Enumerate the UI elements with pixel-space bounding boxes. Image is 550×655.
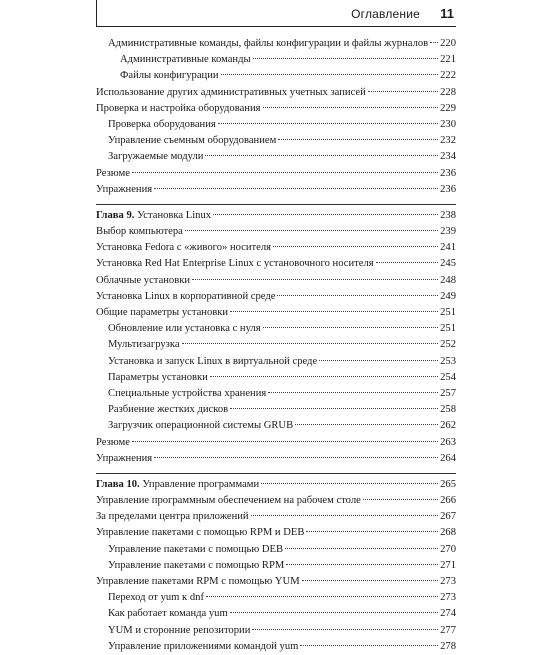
toc-chapter-entry[interactable]: [96, 477, 456, 493]
dot-leader: [376, 262, 438, 263]
toc-entry[interactable]: [96, 337, 456, 353]
toc-entry[interactable]: [96, 590, 456, 606]
toc-entry-page: 257: [440, 387, 456, 399]
chapter-title: Установка Linux: [137, 209, 212, 221]
dot-leader: [430, 42, 438, 43]
dot-leader: [132, 441, 438, 442]
chapter-separator: [96, 473, 456, 474]
toc-entry-page: 263: [440, 436, 456, 448]
toc-entry-title: Административные команды: [120, 54, 251, 66]
toc-entry-title: Параметры установки: [108, 371, 208, 383]
toc-entry-page: 241: [440, 242, 456, 254]
toc-chapter-entry[interactable]: [96, 208, 456, 224]
toc-entry-title: За пределами центра приложений: [96, 511, 249, 523]
toc-block: [96, 36, 456, 198]
toc-entry-title: Резюме: [96, 436, 130, 448]
toc-entry[interactable]: [96, 101, 456, 117]
toc-entry[interactable]: [96, 321, 456, 337]
toc-entry-title: Резюме: [96, 167, 130, 179]
dot-leader: [263, 107, 439, 108]
dot-leader: [230, 408, 438, 409]
toc-entry[interactable]: [96, 623, 456, 639]
toc-entry-page: 249: [440, 290, 456, 302]
dot-leader: [192, 279, 438, 280]
page-number: 11: [440, 6, 454, 21]
toc-entry-title: [96, 477, 259, 493]
dot-leader: [206, 596, 438, 597]
toc-entry-title: Управление съемным оборудованием: [108, 135, 277, 147]
toc-entry-page: 222: [440, 70, 456, 82]
toc-entry-title: Управление приложениями командой yum: [108, 640, 299, 652]
dot-leader: [221, 74, 439, 75]
toc-block: [96, 477, 456, 655]
toc-entry-page: 253: [440, 355, 456, 367]
toc-entry[interactable]: [96, 117, 456, 133]
toc-entry-title: Выбор компьютера: [96, 226, 183, 238]
toc-entry-page: 221: [440, 54, 456, 66]
toc-entry-title: Мультизагрузка: [108, 339, 180, 351]
dot-leader: [295, 424, 438, 425]
toc-entry-page: 274: [440, 608, 456, 620]
dot-leader: [363, 499, 438, 500]
toc-entry-title: Упражнения: [96, 183, 153, 195]
toc-entry-page: 229: [440, 102, 456, 114]
dot-leader: [302, 580, 438, 581]
chapter-label: Глава 9.: [96, 209, 135, 221]
dot-leader: [368, 91, 438, 92]
toc-entry-title: Установка Linux в корпоративной среде: [96, 290, 276, 302]
toc-entry[interactable]: [96, 133, 456, 149]
dot-leader: [286, 564, 438, 565]
toc-entry[interactable]: [96, 85, 456, 101]
toc-entry[interactable]: [96, 370, 456, 386]
toc-entry-title: Переход от yum к dnf: [108, 592, 204, 604]
dot-leader: [263, 327, 439, 328]
toc-entry[interactable]: [96, 558, 456, 574]
toc-entry-page: 254: [440, 371, 456, 383]
dot-leader: [273, 246, 438, 247]
dot-leader: [252, 629, 438, 630]
toc-entry[interactable]: [96, 149, 456, 165]
toc-entry-title: Файлы конфигурации: [120, 70, 219, 82]
toc-entry-title: Управление пакетами с помощью RPM: [108, 559, 285, 571]
chapter-label: Глава 10.: [96, 478, 140, 490]
toc-entry-page: 245: [440, 258, 456, 270]
dot-leader: [132, 172, 438, 173]
dot-leader: [319, 360, 438, 361]
toc-entry-title: Установка и запуск Linux в виртуальной среде: [108, 355, 318, 367]
dot-leader: [253, 58, 439, 59]
header-horizontal-rule: [96, 26, 456, 27]
toc-entry-title: Как работает команда yum: [108, 608, 228, 620]
toc-entry-page: 236: [440, 183, 456, 195]
toc-entry-page: 277: [440, 624, 456, 636]
toc-entry-page: 236: [440, 167, 456, 179]
dot-leader: [154, 188, 438, 189]
running-title: Оглавление: [351, 7, 420, 21]
toc-entry[interactable]: [96, 386, 456, 402]
toc-entry-title: Административные команды, файлы конфигурации и файлы журналов: [108, 38, 429, 49]
toc-entry[interactable]: [96, 451, 456, 467]
dot-leader: [218, 123, 438, 124]
dot-leader: [277, 295, 438, 296]
toc-entry[interactable]: [96, 402, 456, 418]
toc-entry[interactable]: [96, 273, 456, 289]
toc-entry-title: Управление пакетами RPM с помощью YUM: [96, 576, 300, 587]
toc-entry-page: 220: [440, 38, 456, 49]
toc-entry-title: Проверка и настройка оборудования: [96, 102, 261, 114]
toc-entry-page: 251: [440, 323, 456, 335]
dot-leader: [230, 311, 438, 312]
toc-entry[interactable]: [96, 418, 456, 434]
toc-entry-page: 278: [440, 640, 456, 652]
toc-entry-title: Загрузчик операционной системы GRUB: [108, 420, 294, 432]
toc-entry-title: Управление пакетами с помощью DEB: [108, 543, 284, 555]
toc-entry-title: Управление программным обеспечением на рабочем столе: [96, 495, 361, 507]
dot-leader: [213, 214, 438, 215]
toc-entry[interactable]: [96, 606, 456, 622]
toc-entry-page: 232: [440, 135, 456, 147]
toc-entry-page: 258: [440, 404, 456, 416]
toc-entry-page: 230: [440, 118, 456, 130]
toc-entry[interactable]: [96, 224, 456, 240]
toc-entry-page: 268: [440, 527, 456, 539]
toc-entry-page: 267: [440, 511, 456, 523]
dot-leader: [261, 483, 438, 484]
chapter-separator: [96, 204, 456, 205]
toc-entry-title: Установка Fedora с «живого» носителя: [96, 242, 272, 254]
toc-entry[interactable]: [96, 36, 456, 52]
toc-entry[interactable]: [96, 68, 456, 84]
dot-leader: [251, 515, 439, 516]
toc-entry-title: Упражнения: [96, 452, 153, 464]
toc-entry[interactable]: [96, 289, 456, 305]
toc-entry-title: [96, 208, 211, 224]
dot-leader: [210, 376, 438, 377]
toc-entry-title: Проверка оборудования: [108, 118, 216, 130]
toc-entry[interactable]: [96, 639, 456, 655]
toc-entry-title: Обновление или установка с нуля: [108, 323, 261, 335]
toc-entry-page: 251: [440, 307, 456, 318]
toc-entry-page: 264: [440, 452, 456, 464]
toc-entry-page: 265: [440, 478, 456, 490]
toc-entry[interactable]: [96, 240, 456, 256]
page-header: [96, 0, 456, 28]
toc-entry-title: YUM и сторонние репозитории: [108, 624, 251, 636]
dot-leader: [154, 457, 438, 458]
toc-entry[interactable]: [96, 182, 456, 198]
dot-leader: [182, 343, 439, 344]
toc-entry-page: 248: [440, 274, 456, 286]
toc-entry-title: Разбиение жестких дисков: [108, 404, 229, 416]
toc-entry-page: 271: [440, 559, 456, 571]
dot-leader: [185, 230, 438, 231]
toc-entry-page: 234: [440, 151, 456, 163]
toc-entry[interactable]: [96, 166, 456, 182]
toc-entry-page: 273: [440, 592, 456, 604]
table-of-contents: [96, 36, 456, 655]
toc-entry-title: Установка Red Hat Enterprise Linux с установочного носителя: [96, 258, 374, 270]
header-vertical-rule: [96, 0, 97, 26]
chapter-title: Управление программами: [142, 478, 260, 490]
toc-entry-title: Общие параметры установки: [96, 307, 229, 318]
dot-leader: [306, 531, 438, 532]
toc-entry-title: Облачные установки: [96, 274, 191, 286]
dot-leader: [300, 645, 438, 646]
toc-entry-page: 239: [440, 226, 456, 238]
toc-entry[interactable]: [96, 52, 456, 68]
toc-entry-page: 270: [440, 543, 456, 555]
toc-entry-page: 228: [440, 86, 456, 98]
toc-entry[interactable]: [96, 525, 456, 541]
toc-entry-page: 252: [440, 339, 456, 351]
toc-entry[interactable]: [96, 574, 456, 590]
toc-entry-page: 238: [440, 209, 456, 221]
dot-leader: [285, 548, 438, 549]
dot-leader: [268, 392, 438, 393]
dot-leader: [278, 139, 438, 140]
toc-entry[interactable]: [96, 435, 456, 451]
toc-entry-page: 262: [440, 420, 456, 432]
toc-entry-title: Специальные устройства хранения: [108, 387, 267, 399]
toc-entry[interactable]: [96, 305, 456, 321]
toc-entry[interactable]: [96, 354, 456, 370]
toc-entry[interactable]: [96, 493, 456, 509]
dot-leader: [230, 612, 438, 613]
toc-entry[interactable]: [96, 256, 456, 272]
dot-leader: [205, 155, 438, 156]
toc-entry-page: 266: [440, 495, 456, 507]
toc-entry[interactable]: [96, 509, 456, 525]
toc-block: [96, 208, 456, 467]
toc-entry-title: Управление пакетами с помощью RPM и DEB: [96, 527, 305, 539]
toc-entry-title: Загружаемые модули: [108, 151, 204, 163]
toc-entry-title: Использование других административных учетных записей: [96, 86, 366, 98]
toc-entry-page: 273: [440, 576, 456, 587]
